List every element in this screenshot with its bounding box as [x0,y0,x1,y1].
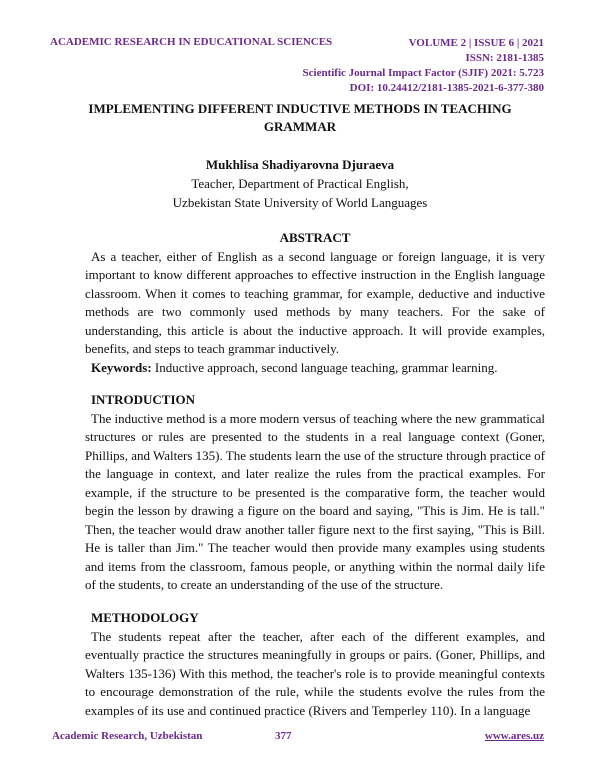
methodology-text: The students repeat after the teacher, after each of the different examples, and eventually practice the structures meaningfully in groups or pairs. (Goner, Phillips, and Walters 135-136) With this method, the teacher's role is to provide meaningful contexts to encourage demonstration of the rule, while the students evolve the rules from the examples of its use and continued practice (Rivers and Temperley 110). In a language [85,628,545,718]
footer-journal: Academic Research, Uzbekistan [52,730,203,742]
volume-info: VOLUME 2 | ISSUE 6 | 2021 [408,37,544,49]
keywords-label: Keywords: [91,359,152,375]
issn: ISSN: 2181-1385 [465,52,544,64]
doi: DOI: 10.24412/2181-1385-2021-6-377-380 [349,82,544,94]
abstract-text: As a teacher, either of English as a second language or foreign language, it is very important to know different approaches to effective instruction in the English language classroom. When it comes to teaching grammar, for example, deductive and inductive methods are two commonly used methods by many teachers. For the sake of understanding, this article is about the inductive approach. It will provide examples, benefits, and steps to teach grammar inductively. [85,248,545,356]
abstract-section [85,229,545,377]
introduction-section [85,391,545,595]
abstract-heading: ABSTRACT [279,230,351,245]
journal-name: ACADEMIC RESEARCH IN EDUCATIONAL SCIENCES [50,36,333,48]
keywords-text: Inductive approach, second language teaching, grammar learning. [151,359,498,375]
methodology-section [85,609,545,720]
page-number: 377 [275,730,292,742]
introduction-text: The inductive method is a more modern versus of teaching where the new grammatical structures or rules are presented to the students in a real language context (Goner, Phillips, and Walters 135). The students learn the use of the structure through practice of the language in context, and later realize the rules from the practical examples. For example, if the structure to be presented is the comparative form, the teacher would begin the lesson by drawing a figure on the board and saying, "This is Jim. He is tall." Then, the teacher would draw another taller figure next to the first saying, "This is Bill. He is taller than Jim." The teacher would then provide many examples using students and items from the classroom, famous people, or anything within the normal daily life of the students, to create an understanding of the use of the structure. [85,410,545,592]
impact-factor: Scientific Journal Impact Factor (SJIF) 2021: 5.723 [302,67,544,79]
author-affiliation: Uzbekistan State University of World Languages [172,195,428,210]
article-title: IMPLEMENTING DIFFERENT INDUCTIVE METHODS IN TEACHING GRAMMAR [88,101,512,134]
website-link[interactable]: www.ares.uz [484,730,544,742]
author-name: Mukhlisa Shadiyarovna Djuraeva [205,157,395,172]
journal-meta [303,36,544,96]
keywords-line [85,359,545,378]
author-position: Teacher, Department of Practical English, [191,176,409,191]
methodology-heading: METHODOLOGY [91,610,199,625]
author-block [60,155,540,212]
introduction-heading: INTRODUCTION [91,392,196,407]
